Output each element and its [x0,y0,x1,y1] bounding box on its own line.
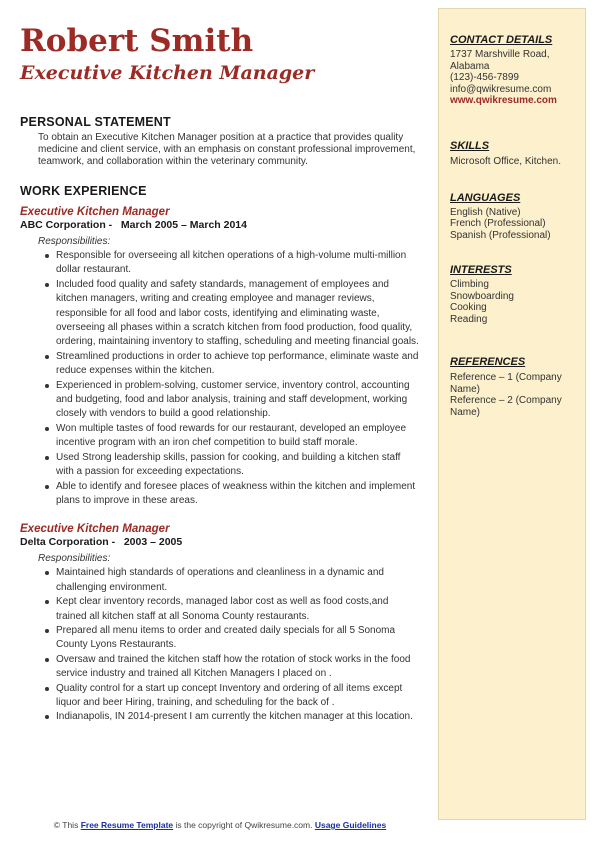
candidate-name: Robert Smith [20,23,254,59]
contact-address: 1737 Marshville Road, Alabama [450,49,550,72]
work-experience-heading: WORK EXPERIENCE [20,184,147,198]
contact-email[interactable]: info@qwikresume.com [450,83,552,95]
list-item: English (Native) [450,206,521,218]
skills-heading: SKILLS [450,140,490,152]
footer-prefix: © This [53,820,81,830]
sidebar [438,8,586,820]
responsibilities-label: Responsibilities: [38,553,111,565]
list-item: Used Strong leadership skills, passion for cooking, and building a kitchen staff with a passion for exceeding expectations. [56,451,420,480]
list-item: Climbing [450,279,489,290]
job-entry [20,205,420,508]
list-item: Reading [450,313,488,325]
contact-details-heading: CONTACT DETAILS [450,34,553,46]
main-column [20,22,420,725]
skills-text: Microsoft Office, Kitchen. [450,156,561,167]
languages-heading: LANGUAGES [450,191,521,204]
footer [0,820,440,830]
list-item: Streamlined productions in order to achieve top performance, eliminate waste and reduce expenses within the kitchen. [56,350,420,379]
job-title: Executive Kitchen Manager [20,523,170,536]
responsibilities-list [20,249,420,508]
personal-statement-text: To obtain an Executive Kitchen Manager position at a practice that provides quality medicine and client service, with an emphasis on constant professional improvement, teamwork, and collaboration within the veterinary community. [38,132,416,167]
footer-middle: is the copyright of Qwikresume.com. [173,820,315,830]
list-item: Kept clear inventory records, managed labor cost as well as food costs,and trained all kitchen staff at all Sonoma County restaurants. [56,595,420,624]
list-item: Oversaw and trained the kitchen staff how the rotation of stock works in the food service industry and trained all Kitchen Managers I placed on . [56,653,420,682]
free-resume-template-link[interactable]: Free Resume Template [80,820,174,830]
responsibilities-list [20,566,420,724]
list-item: Responsible for overseeing all kitchen operations of a high-volume multi-million dollar restaurant. [56,249,420,278]
list-item: Quality control for a start up concept Inventory and ordering of all items except liquor and beer Hiring, training, and scheduling for the back of . [56,682,420,711]
list-item: French (Professional) [450,218,546,229]
list-item: Indianapolis, IN 2014-present I am currently the kitchen manager at this location. [56,710,420,724]
list-item: Prepared all menu items to order and created daily specials for all 5 Sonoma County Lyons Restaurants. [56,624,420,653]
job-company-dates: ABC Corporation - March 2005 – March 2014 [20,219,247,231]
job-entry [20,522,420,724]
contact-website-link[interactable]: www.qwikresume.com [450,95,557,106]
list-item: Able to identify and foresee places of weakness within the kitchen and implement plans to improve in these areas. [56,480,420,509]
list-item: Maintained high standards of operations and cleanliness in a dynamic and challenging environment. [56,566,420,595]
candidate-title: Executive Kitchen Manager [20,62,315,84]
list-item: Cooking [450,302,487,313]
job-title: Executive Kitchen Manager [20,206,170,218]
references-heading: REFERENCES [450,356,526,368]
list-item: Included food quality and safety standards, management of employees and kitchen managers, writing and creating employee and manager reviews, responsible for all food and labor costs, identifying and eliminating waste, overseeing all phases within a scratch kitchen from food production, food quality, ordering, maintaining inventory to staffing, scheduling and meeting financial goals. [56,278,420,350]
job-company-dates: Delta Corporation - 2003 – 2005 [20,536,183,549]
list-item: Reference – 2 (Company Name) [450,395,562,418]
interests-heading: INTERESTS [450,264,512,276]
list-item: Reference – 1 (Company Name) [450,372,562,395]
usage-guidelines-link[interactable]: Usage Guidelines [314,820,387,830]
list-item: Experienced in problem-solving, customer service, inventory control, accounting and budgeting, food and labor analysis, training and staff development, working closely with vendors to build a good relationship. [56,379,420,422]
list-item: Spanish (Professional) [450,229,551,241]
list-item: Won multiple tastes of food rewards for our restaurant, developed an employee incentive program with an iron chef competition to build staff morale. [56,422,420,451]
personal-statement-heading: PERSONAL STATEMENT [20,115,171,129]
list-item: Snowboarding [450,290,514,302]
responsibilities-label: Responsibilities: [38,236,111,247]
contact-phone: (123)-456-7899 [450,72,519,83]
